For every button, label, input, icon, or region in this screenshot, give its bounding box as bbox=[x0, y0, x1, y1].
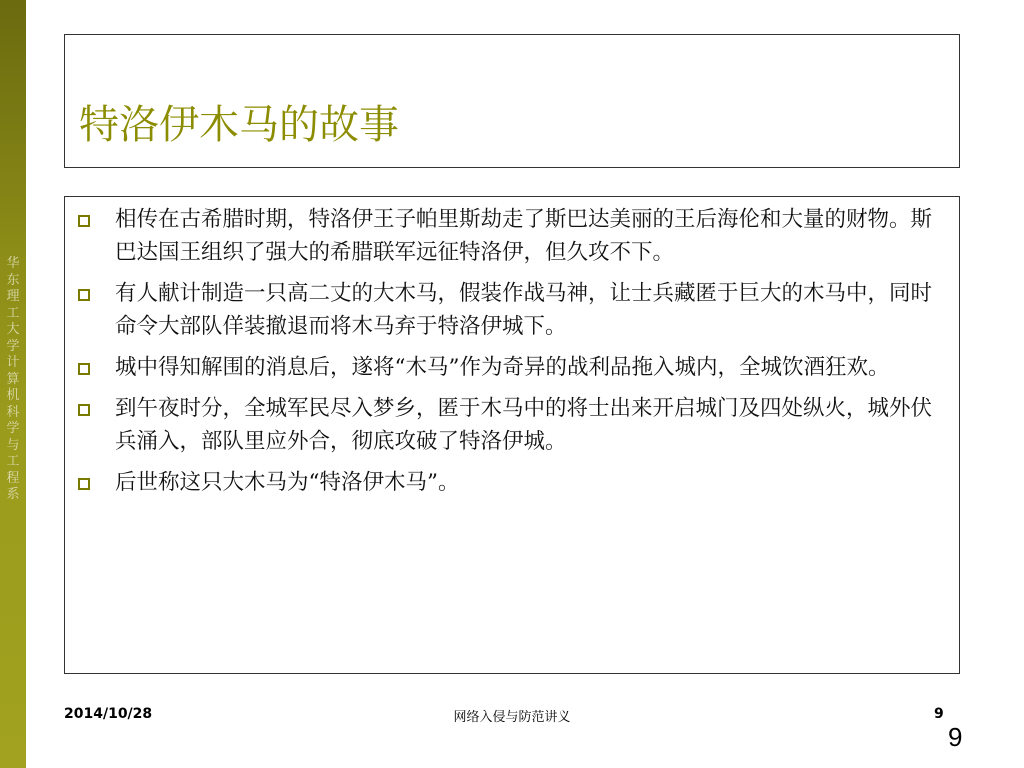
sidebar-band bbox=[0, 0, 26, 768]
footer-title: 网络入侵与防范讲义 bbox=[453, 710, 571, 725]
slide-number: 9 bbox=[948, 722, 963, 752]
bullet-item bbox=[65, 466, 959, 499]
footer-date: 2014/10/28 bbox=[64, 706, 153, 722]
sidebar-label: 华东理工大学计算机科学与工程系 bbox=[6, 256, 20, 502]
slide-title: 特洛伊木马的故事 bbox=[79, 102, 399, 148]
square-bullet-icon bbox=[78, 289, 90, 301]
bullet-text: 有人献计制造一只高二丈的大木马，假装作战马神，让士兵藏匿于巨大的木马中，同时命令大部队佯装撤退而将木马弃于特洛伊城下。 bbox=[115, 281, 933, 339]
square-bullet-icon bbox=[78, 478, 90, 490]
title-placeholder bbox=[64, 34, 960, 168]
bullet-text: 后世称这只大木马为“特洛伊木马”。 bbox=[115, 470, 460, 495]
bullet-text: 城中得知解围的消息后，遂将“木马”作为奇异的战利品拖入城内，全城饮酒狂欢。 bbox=[115, 355, 890, 380]
bullet-list bbox=[65, 203, 959, 507]
square-bullet-icon bbox=[78, 363, 90, 375]
square-bullet-icon bbox=[78, 215, 90, 227]
bullet-text: 相传在古希腊时期，特洛伊王子帕里斯劫走了斯巴达美丽的王后海伦和大量的财物。斯巴达国王组织了强大的希腊联军远征特洛伊，但久攻不下。 bbox=[115, 207, 933, 265]
bullet-item bbox=[65, 351, 959, 384]
bullet-item bbox=[65, 203, 959, 269]
square-bullet-icon bbox=[78, 404, 90, 416]
footer-page-number: 9 bbox=[934, 706, 944, 722]
content-placeholder bbox=[64, 196, 960, 674]
bullet-item bbox=[65, 392, 959, 458]
bullet-item bbox=[65, 277, 959, 343]
bullet-text: 到午夜时分，全城军民尽入梦乡，匿于木马中的将士出来开启城门及四处纵火，城外伏兵涌入，部队里应外合，彻底攻破了特洛伊城。 bbox=[115, 396, 933, 454]
